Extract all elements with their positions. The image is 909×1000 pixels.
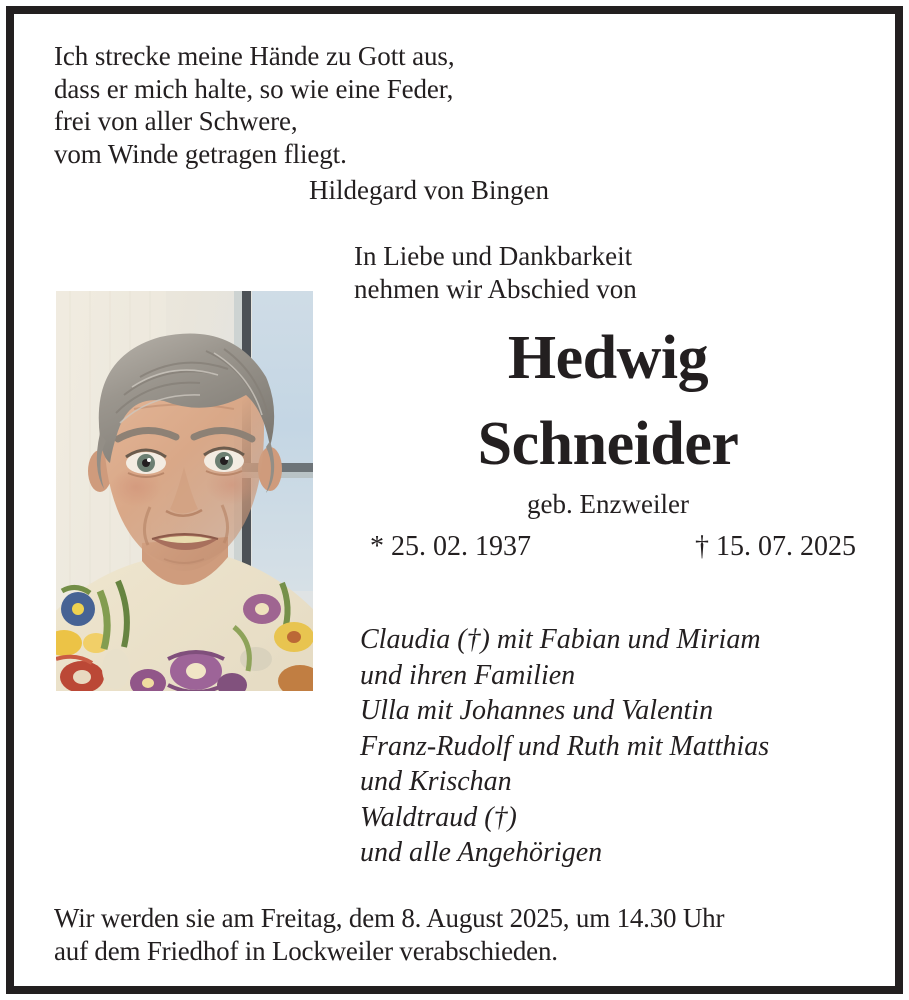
deceased-first-name: Hedwig [507,324,709,392]
poem-line-2: dass er mich halte, so wie eine Feder, [54,73,454,104]
intro-line-2: nehmen wir Abschied von [354,274,637,304]
funeral-details-block [54,902,864,968]
announcement-block [348,240,868,564]
poem-line-1: Ich strecke meine Hände zu Gott aus, [54,41,455,71]
portrait-photo-image [56,291,313,691]
survivor-line: Ulla mit Johannes und Valentin [360,695,714,726]
obituary-notice-frame [6,6,903,994]
intro-line-1: In Liebe und Dankbarkeit [354,241,633,271]
life-dates [348,530,868,564]
funeral-details-line-1: Wir werden sie am Freitag, dem 8. August 2025, um 14.30 Uhr [54,903,725,933]
poem-line-3: frei von aller Schwere, [54,106,298,136]
poem-line-4: vom Winde getragen fliegt. [54,138,347,169]
deceased-last-name: Schneider [477,410,739,478]
death-date: † 15. 07. 2025 [695,531,856,562]
obituary-notice-content [14,14,895,986]
survivors-block [348,622,888,871]
survivor-line: Claudia (†) mit Fabian und Miriam [360,624,761,655]
maiden-name: geb. Enzweiler [527,489,689,519]
poem-attribution: Hildegard von Bingen [309,175,549,205]
survivor-line: Waldtraud (†) [360,801,517,833]
survivor-line: Franz-Rudolf und Ruth mit Matthias [360,730,770,762]
portrait-photo [56,291,313,691]
birth-date: * 25. 02. 1937 [370,531,531,562]
survivor-line: und Krischan [360,766,512,797]
poem-block [54,40,754,207]
survivor-line: und alle Angehörigen [360,837,603,868]
survivor-line: und ihren Familien [360,659,576,691]
funeral-details-line-2: auf dem Friedhof in Lockweiler verabschieden. [54,936,558,966]
